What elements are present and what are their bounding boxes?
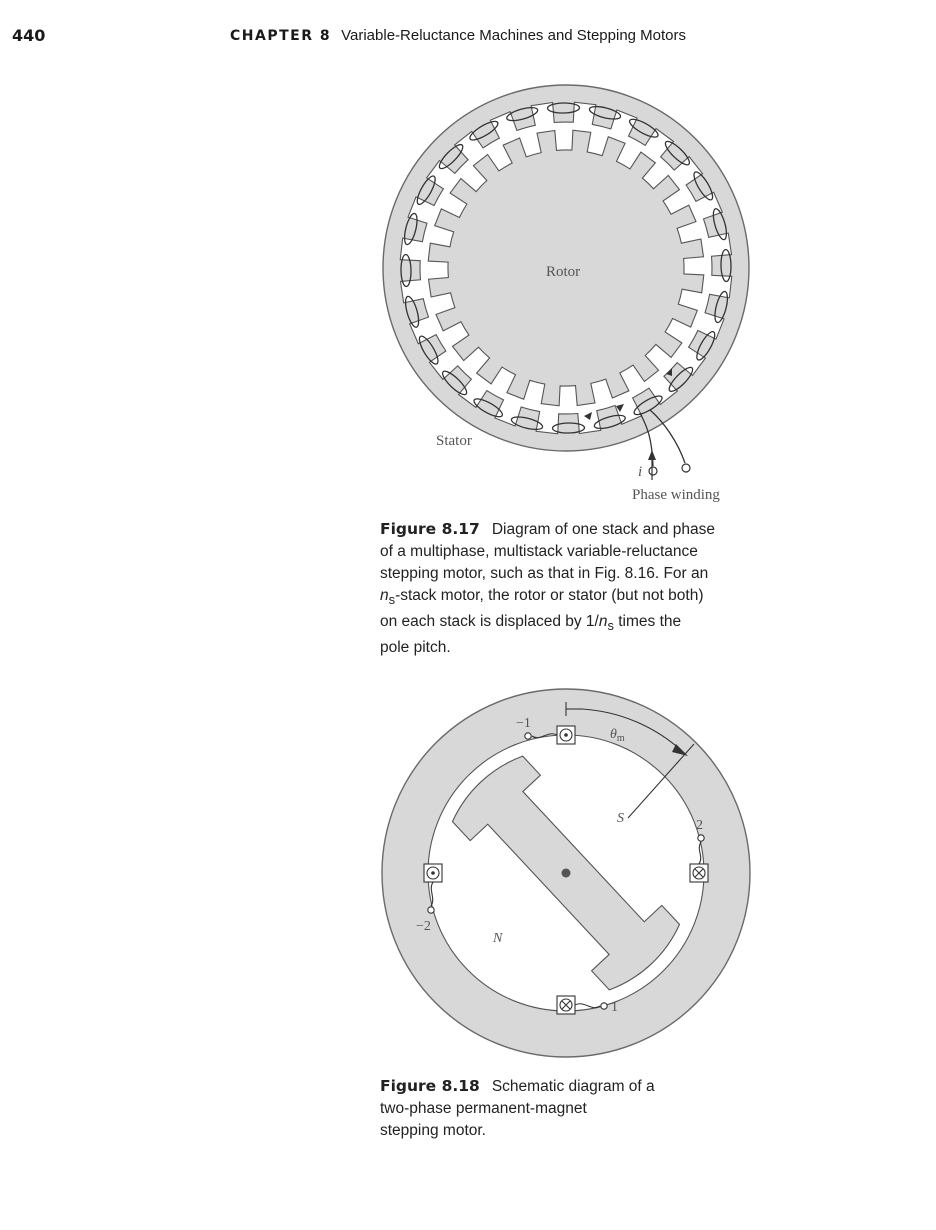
- coil-slot-right: [690, 864, 708, 882]
- terminal-2: [698, 835, 704, 841]
- coil-slot-bottom: [557, 996, 575, 1014]
- figure-8-17-caption: [380, 518, 715, 659]
- symbol-n: n: [598, 613, 608, 631]
- caption-label: Figure 8.17: [380, 520, 480, 538]
- caption-line: two-phase permanent-magnet: [380, 1100, 587, 1117]
- page-number: 440: [12, 26, 46, 45]
- stator-label: Stator: [436, 433, 472, 449]
- phase-winding-label: Phase winding: [632, 487, 720, 503]
- terminal-1-label: 1: [611, 1000, 618, 1015]
- figure-8-18-caption: [380, 1075, 655, 1142]
- theta-subscript: m: [616, 733, 625, 744]
- caption-line: [380, 1075, 655, 1098]
- chapter-label: CHAPTER 8: [230, 28, 332, 44]
- shaft-dot: [562, 869, 571, 878]
- caption-line: stepping motor.: [380, 1122, 486, 1139]
- chapter-title: Variable-Reluctance Machines and Stepping Motors: [341, 27, 687, 44]
- theta-symbol: θ: [610, 727, 617, 742]
- coil-slot-left: [424, 864, 442, 882]
- caption-text: times the: [613, 613, 682, 631]
- terminal-neg1: [525, 733, 531, 739]
- caption-line: [380, 585, 715, 611]
- figure-8-18-diagram: [370, 680, 770, 1060]
- caption-line: [380, 611, 715, 637]
- caption-text: Diagram of one stack and phase: [491, 521, 715, 538]
- terminal-2-label: 2: [696, 818, 703, 833]
- terminal-neg2-label: −2: [416, 919, 431, 934]
- terminal-neg2: [428, 907, 434, 913]
- caption-text: Schematic diagram of a: [491, 1078, 655, 1095]
- caption-line: [380, 518, 715, 541]
- south-pole-label: S: [617, 811, 624, 826]
- subscript-s: s: [388, 592, 396, 608]
- terminal-1: [601, 1003, 607, 1009]
- terminal: [649, 467, 657, 475]
- caption-label: Figure 8.18: [380, 1077, 480, 1095]
- caption-text: -stack motor, the rotor or stator (but not both): [395, 587, 704, 604]
- caption-text: on each stack is displaced by 1/: [380, 613, 599, 631]
- terminal: [682, 464, 690, 472]
- subscript-s: s: [607, 618, 614, 634]
- caption-line: pole pitch.: [380, 639, 451, 657]
- current-label: i: [638, 464, 643, 480]
- terminal-neg1-label: −1: [516, 716, 531, 731]
- caption-line: stepping motor, such as that in Fig. 8.16. For an: [380, 565, 709, 582]
- symbol-n: n: [380, 587, 389, 604]
- rotor-label: Rotor: [546, 264, 581, 280]
- coil-slot-top: [557, 726, 575, 744]
- running-head: [230, 27, 686, 44]
- current-arrow-head: [648, 450, 656, 460]
- north-pole-label: N: [493, 931, 503, 946]
- caption-line: of a multiphase, multistack variable-reluctance: [380, 543, 698, 560]
- figure-8-17-diagram: [370, 78, 770, 508]
